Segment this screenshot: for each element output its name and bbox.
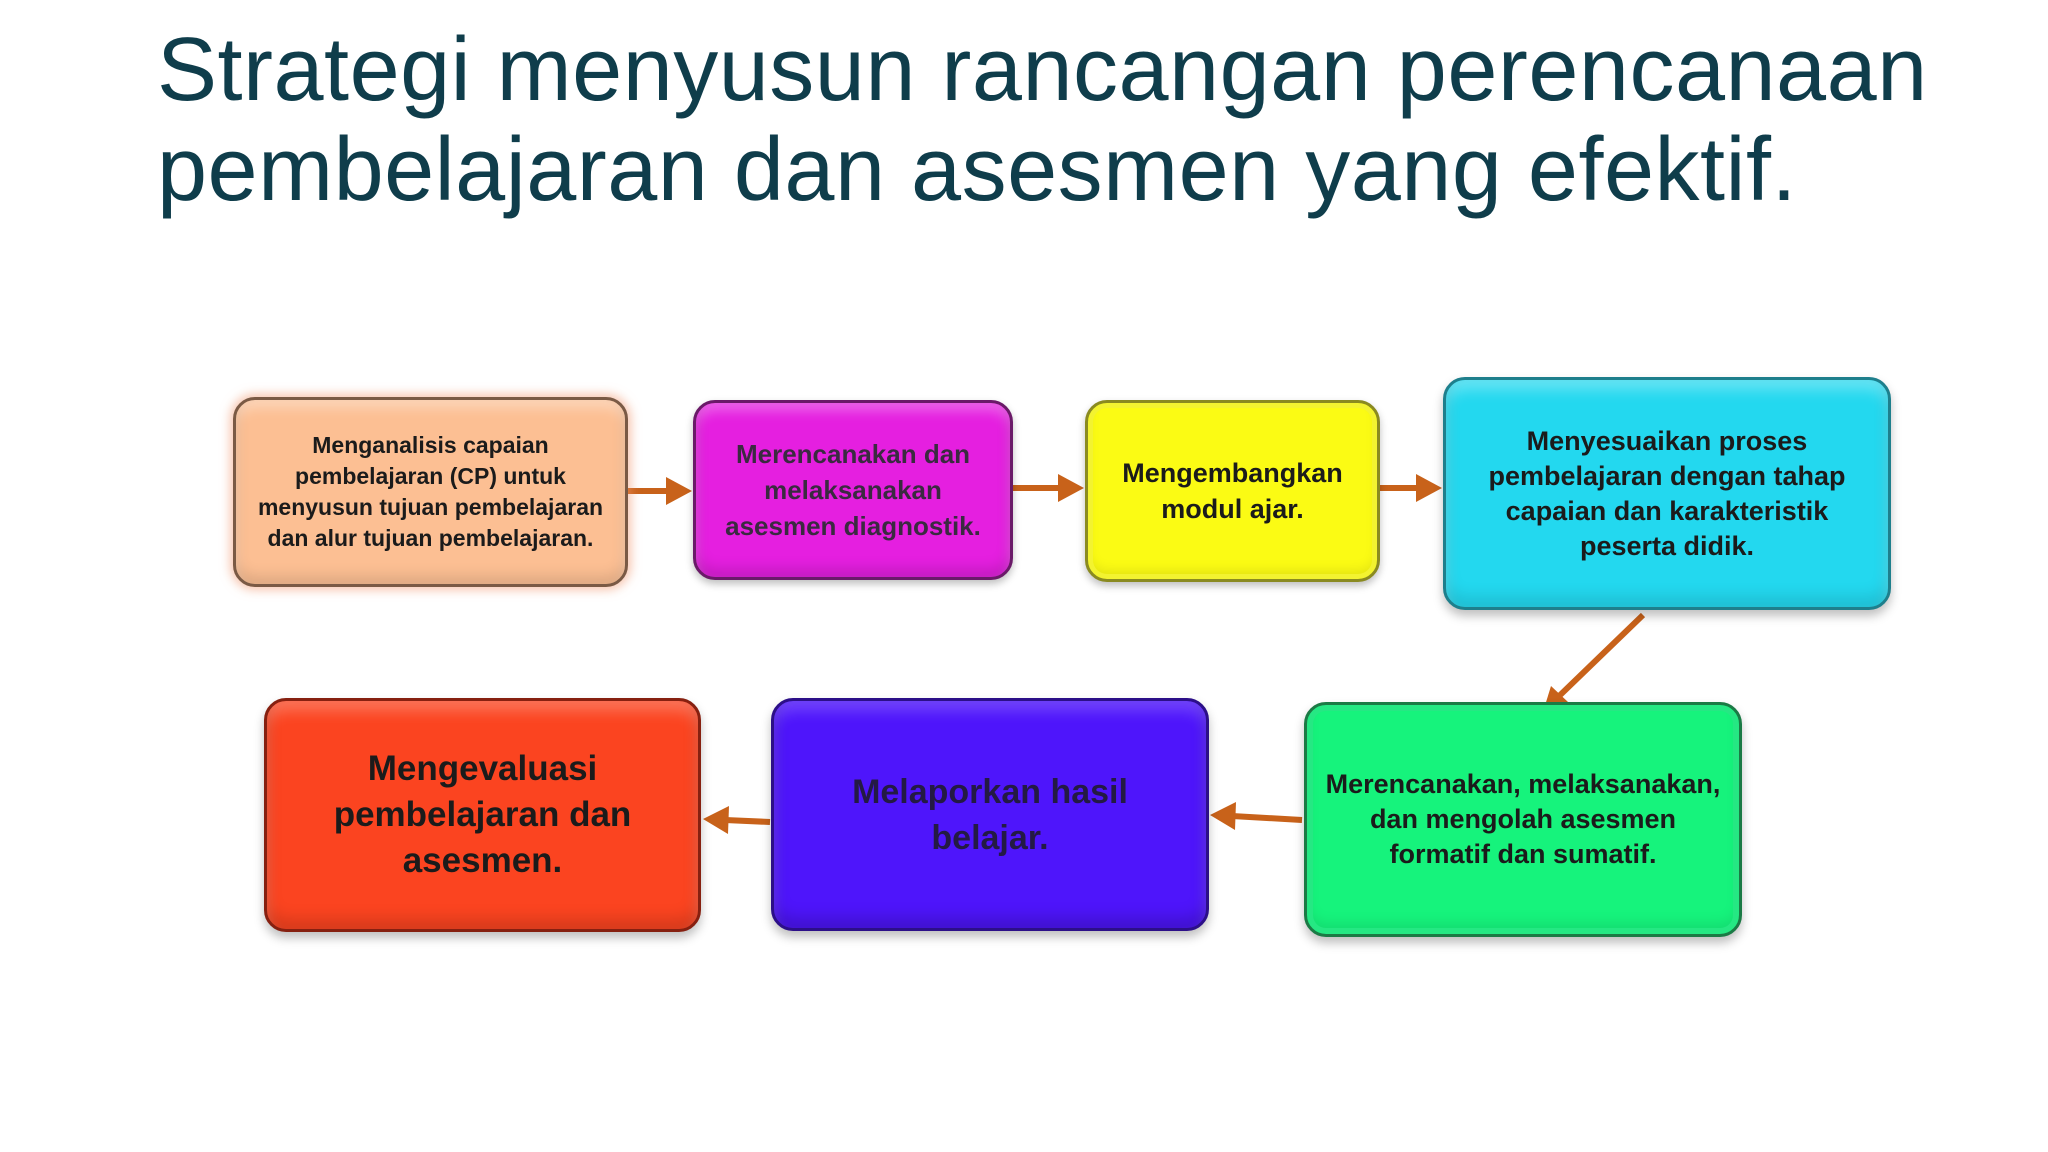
flow-step-6 bbox=[771, 698, 1209, 931]
arrow-step3-to-step4 bbox=[1380, 474, 1442, 502]
flow-step-3-text: Mengembangkan modul ajar. bbox=[1122, 458, 1343, 524]
flow-step-2-text: Merencanakan dan melaksanakan asesmen diagnostik. bbox=[725, 439, 981, 541]
flow-step-7-text: Mengevaluasi pembelajaran dan asesmen. bbox=[333, 749, 632, 880]
arrow-step6-to-step7 bbox=[703, 806, 770, 834]
flow-step-2 bbox=[693, 400, 1013, 580]
arrow-step4-to-step5 bbox=[1543, 615, 1643, 712]
flow-step-6-text: Melaporkan hasil belajar. bbox=[852, 772, 1128, 857]
flow-step-4-text: Menyesuaikan proses pembelajaran dengan tahap capaian dan karakteristik peserta didik. bbox=[1488, 425, 1846, 561]
flow-step-7 bbox=[264, 698, 701, 932]
flow-step-3 bbox=[1085, 400, 1380, 582]
flow-step-1-text: Menganalisis capaian pembelajaran (CP) untuk menyusun tujuan pembelajaran dan alur tujuan pembelajaran. bbox=[257, 432, 604, 551]
flow-step-5-text: Merencanakan, melaksanakan, dan mengolah asesmen formatif dan sumatif. bbox=[1325, 769, 1721, 869]
flow-step-5 bbox=[1304, 702, 1742, 937]
arrow-step1-to-step2 bbox=[628, 477, 692, 505]
flow-step-4 bbox=[1443, 377, 1891, 610]
arrow-step2-to-step3 bbox=[1013, 474, 1084, 502]
flow-step-1 bbox=[233, 397, 628, 587]
slide-title: Strategi menyusun rancangan perencanaan pembelajaran dan asesmen yang efektif. bbox=[157, 20, 1928, 220]
arrow-step5-to-step6 bbox=[1210, 802, 1302, 830]
